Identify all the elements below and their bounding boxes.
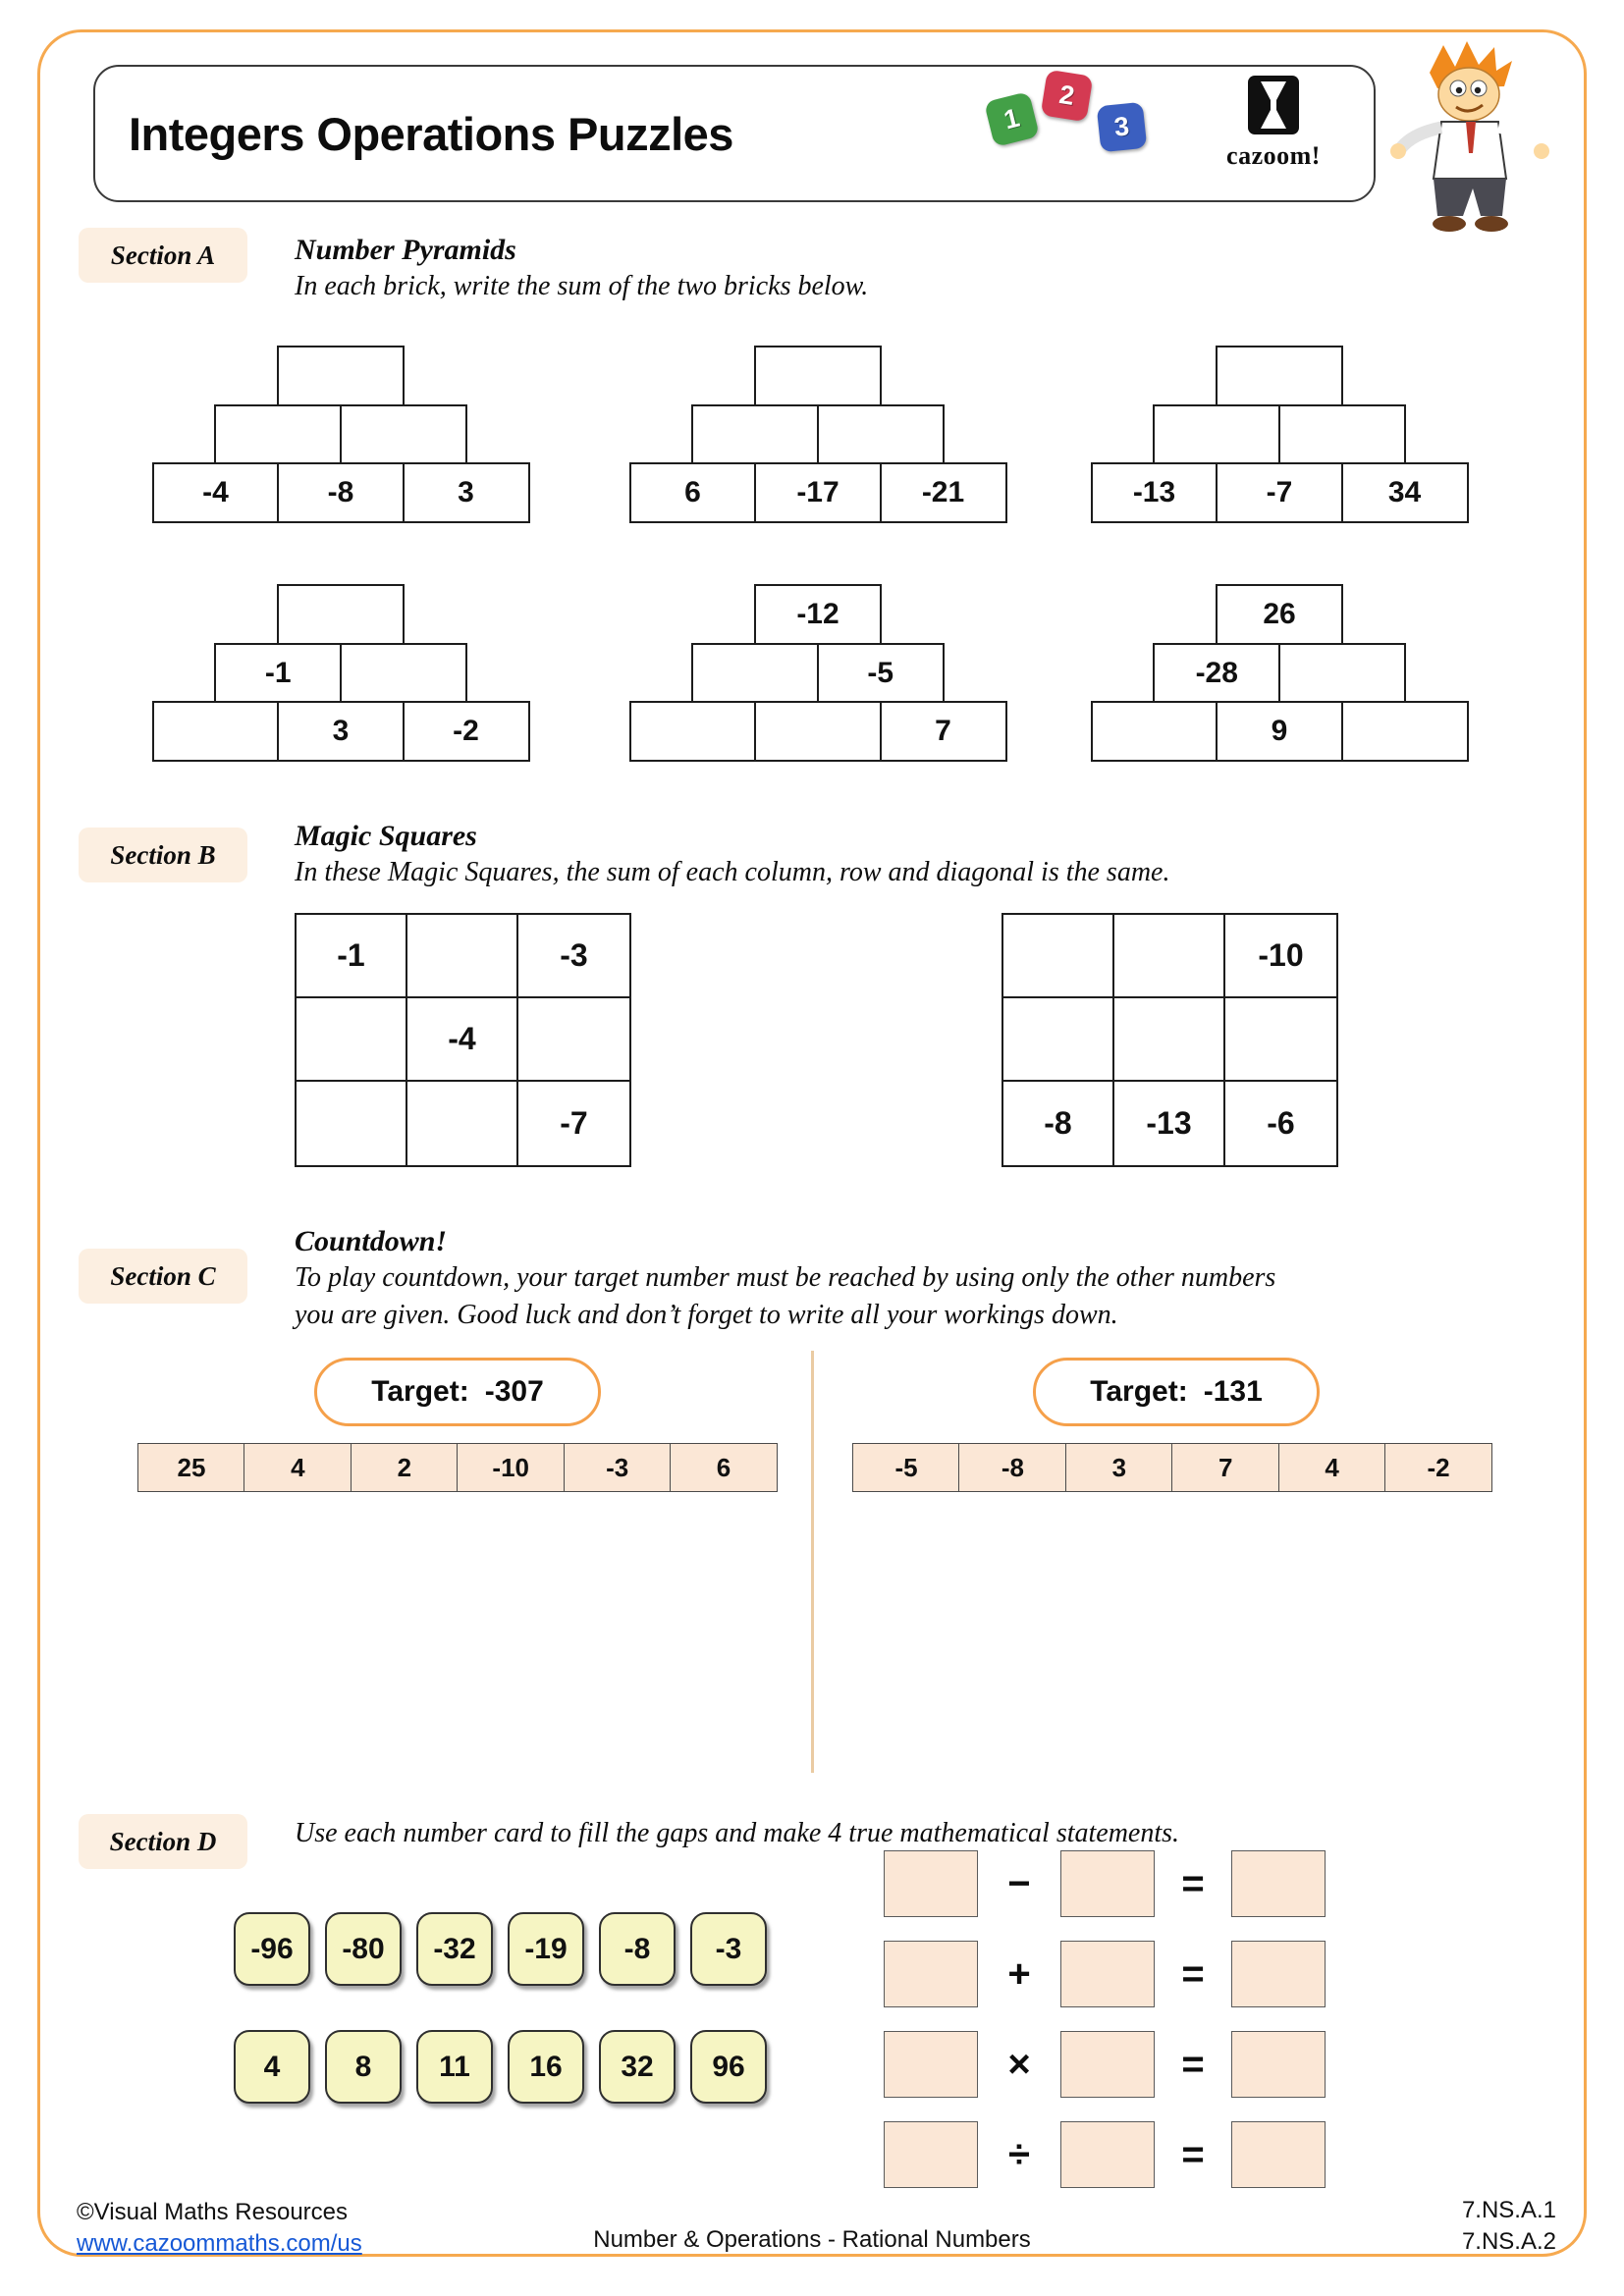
countdown-divider xyxy=(811,1351,814,1773)
section-a-heading: Number Pyramids xyxy=(295,234,516,266)
target-value: -131 xyxy=(1203,1375,1263,1408)
pyramid-cell: 9 xyxy=(1216,701,1343,762)
number-pyramid xyxy=(1088,346,1471,523)
divide-operator: ÷ xyxy=(1008,2132,1030,2176)
section-c-label xyxy=(79,1249,247,1304)
pyramid-cell xyxy=(817,404,945,465)
magic-square-cell: -6 xyxy=(1267,1105,1295,1141)
pyramid-cell xyxy=(1278,404,1406,465)
pyramid-cell: 34 xyxy=(1341,462,1469,523)
equals-symbol: = xyxy=(1181,2132,1205,2176)
footer-subject-text: Number & Operations - Rational Numbers xyxy=(593,2226,1031,2253)
pyramid-cell xyxy=(754,701,882,762)
countdown-number: 6 xyxy=(670,1443,778,1492)
pyramid-cell xyxy=(691,404,819,465)
pyramid-cell xyxy=(214,404,342,465)
equation-blank xyxy=(1231,2031,1326,2098)
pyramid-cell: 7 xyxy=(880,701,1007,762)
number-card: 96 xyxy=(690,2030,767,2104)
equation-blank xyxy=(1060,2121,1155,2188)
pyramid-cell: 3 xyxy=(277,701,405,762)
section-d-instruction: Use each number card to fill the gaps and make 4 true mathematical statements. xyxy=(295,1818,1180,1848)
standard-code-1: 7.NS.A.1 xyxy=(1461,2197,1556,2223)
target-box xyxy=(314,1358,601,1426)
equals-symbol: = xyxy=(1181,1861,1205,1905)
magic-square xyxy=(295,913,631,1167)
magic-square-cell xyxy=(1003,998,1114,1082)
section-d-label xyxy=(79,1814,247,1869)
countdown-number: -8 xyxy=(958,1443,1066,1492)
section-a-instruction: In each brick, write the sum of the two bricks below. xyxy=(295,271,869,301)
section-d-label-text: Section D xyxy=(109,1826,217,1856)
section-b-label-text: Section B xyxy=(110,839,216,870)
pyramid-cell: -8 xyxy=(277,462,405,523)
number-pyramid xyxy=(149,346,532,523)
header xyxy=(93,65,1376,202)
number-pyramid xyxy=(1088,584,1471,762)
countdown-numbers-right xyxy=(852,1443,1492,1492)
target-value: -307 xyxy=(484,1375,544,1408)
equals-symbol: = xyxy=(1181,2042,1205,2086)
magic-square-cell xyxy=(1225,998,1336,1082)
number-2-badge-icon: 2 xyxy=(1041,70,1094,123)
section-b-label xyxy=(79,828,247,882)
equation-blank xyxy=(884,1941,978,2007)
pyramid-cell xyxy=(340,404,467,465)
magic-square-cell xyxy=(1003,915,1114,998)
cazoom-logo xyxy=(1210,75,1337,171)
standard-code-2: 7.NS.A.2 xyxy=(1461,2228,1556,2255)
equation-row xyxy=(884,2121,1326,2188)
magic-square-cell: -4 xyxy=(407,998,518,1082)
magic-square-cell xyxy=(297,1082,407,1165)
magic-square-cell xyxy=(518,998,629,1082)
equation-blank xyxy=(1231,1941,1326,2007)
number-card: 32 xyxy=(599,2030,676,2104)
equation-row xyxy=(884,1850,1326,1917)
number-cards-row-2 xyxy=(234,2030,767,2104)
pyramid-cell xyxy=(277,346,405,406)
magic-square-cell xyxy=(1114,915,1225,998)
countdown-number: 3 xyxy=(1065,1443,1173,1492)
magic-square-cell xyxy=(407,1082,518,1165)
magic-square-cell: -1 xyxy=(297,915,407,998)
equation-blank xyxy=(884,2031,978,2098)
copyright-text: ©Visual Maths Resources xyxy=(77,2199,349,2225)
countdown-number: -2 xyxy=(1384,1443,1492,1492)
equation-blank xyxy=(884,1850,978,1917)
magic-square-cell xyxy=(297,998,407,1082)
pyramid-cell xyxy=(277,584,405,645)
section-c-heading: Countdown! xyxy=(295,1225,448,1257)
section-b-instruction: In these Magic Squares, the sum of each column, row and diagonal is the same. xyxy=(295,857,1170,887)
number-card: -32 xyxy=(416,1912,493,1986)
equation-row xyxy=(884,1941,1326,2007)
section-b-heading: Magic Squares xyxy=(295,820,477,852)
pyramid-cell: -5 xyxy=(817,643,945,704)
pyramid-cell: -21 xyxy=(880,462,1007,523)
section-c-label-text: Section C xyxy=(110,1260,216,1291)
pyramid-cell: -13 xyxy=(1091,462,1218,523)
number-card: 11 xyxy=(416,2030,493,2104)
equation-blank xyxy=(1060,1850,1155,1917)
section-a-label xyxy=(79,228,247,283)
number-card: -80 xyxy=(325,1912,402,1986)
equation-blank xyxy=(1231,2121,1326,2188)
section-c-instruction-line1: To play countdown, your target number must be reached by using only the other numbers xyxy=(295,1262,1276,1293)
countdown-number: 7 xyxy=(1171,1443,1279,1492)
magic-square-cell xyxy=(1114,998,1225,1082)
pyramid-cell: 26 xyxy=(1216,584,1343,645)
magic-square-cell: -10 xyxy=(1225,915,1336,998)
equation-row xyxy=(884,2031,1326,2098)
number-card: -8 xyxy=(599,1912,676,1986)
pyramid-cell: -1 xyxy=(214,643,342,704)
multiply-operator: × xyxy=(1007,2042,1031,2086)
magic-square-cell xyxy=(407,915,518,998)
minus-operator: − xyxy=(1007,1861,1031,1905)
pyramid-cell xyxy=(340,643,467,704)
pyramid-cell: 6 xyxy=(629,462,757,523)
equation-blank xyxy=(1060,1941,1155,2007)
countdown-number: -5 xyxy=(852,1443,960,1492)
pyramid-cell xyxy=(1278,643,1406,704)
section-a-label-text: Section A xyxy=(110,240,216,270)
target-label: Target: xyxy=(1090,1375,1188,1408)
plus-operator: + xyxy=(1007,1951,1031,1996)
countdown-number: 2 xyxy=(351,1443,459,1492)
pyramid-cell xyxy=(1153,404,1280,465)
magic-square-cell: -7 xyxy=(560,1105,588,1141)
number-pyramid xyxy=(626,346,1009,523)
pyramid-cell: -2 xyxy=(403,701,530,762)
pyramid-cell xyxy=(629,701,757,762)
pyramid-cell: 3 xyxy=(403,462,530,523)
pyramid-cell xyxy=(1216,346,1343,406)
number-pyramid xyxy=(626,584,1009,762)
countdown-number: -10 xyxy=(457,1443,565,1492)
mascot-character-icon xyxy=(1373,39,1549,240)
pyramid-cell xyxy=(152,701,280,762)
target-box xyxy=(1033,1358,1320,1426)
pyramid-cell: -28 xyxy=(1153,643,1280,704)
equals-symbol: = xyxy=(1181,1951,1205,1996)
countdown-number: 4 xyxy=(1278,1443,1386,1492)
number-pyramid xyxy=(149,584,532,762)
number-card: -3 xyxy=(690,1912,767,1986)
number-card: 16 xyxy=(508,2030,584,2104)
countdown-number: -3 xyxy=(564,1443,672,1492)
number-card: 8 xyxy=(325,2030,402,2104)
number-card: -19 xyxy=(508,1912,584,1986)
number-card: -96 xyxy=(234,1912,310,1986)
pyramid-cell: -4 xyxy=(152,462,280,523)
magic-square-cell: -8 xyxy=(1003,1082,1114,1165)
number-card: 4 xyxy=(234,2030,310,2104)
countdown-number: 25 xyxy=(137,1443,245,1492)
equation-blank xyxy=(1060,2031,1155,2098)
countdown-numbers-left xyxy=(137,1443,778,1492)
equation-blank xyxy=(884,2121,978,2188)
pyramid-cell xyxy=(1341,701,1469,762)
page-title: Integers Operations Puzzles xyxy=(129,107,733,160)
pyramid-cell xyxy=(1091,701,1218,762)
pyramid-cell: -7 xyxy=(1216,462,1343,523)
pyramid-cell: -12 xyxy=(754,584,882,645)
equation-blank xyxy=(1231,1850,1326,1917)
target-label: Target: xyxy=(371,1375,469,1408)
number-1-badge-icon: 1 xyxy=(984,91,1040,147)
number-cards-row-1 xyxy=(234,1912,767,1986)
magic-square-cell: -3 xyxy=(518,915,629,998)
website-link[interactable]: www.cazoommaths.com/us xyxy=(77,2230,362,2257)
pyramid-cell xyxy=(691,643,819,704)
magic-square-cell: -13 xyxy=(1114,1082,1225,1165)
magic-square xyxy=(1001,913,1338,1167)
cazoom-logo-text: cazoom! xyxy=(1226,141,1321,170)
pyramid-cell: -17 xyxy=(754,462,882,523)
section-c-instruction-line2: you are given. Good luck and don’t forget to write all your workings down. xyxy=(295,1300,1118,1330)
pyramid-cell xyxy=(754,346,882,406)
cazoom-hourglass-icon xyxy=(1247,75,1300,135)
number-3-badge-icon: 3 xyxy=(1097,102,1148,153)
countdown-number: 4 xyxy=(244,1443,352,1492)
